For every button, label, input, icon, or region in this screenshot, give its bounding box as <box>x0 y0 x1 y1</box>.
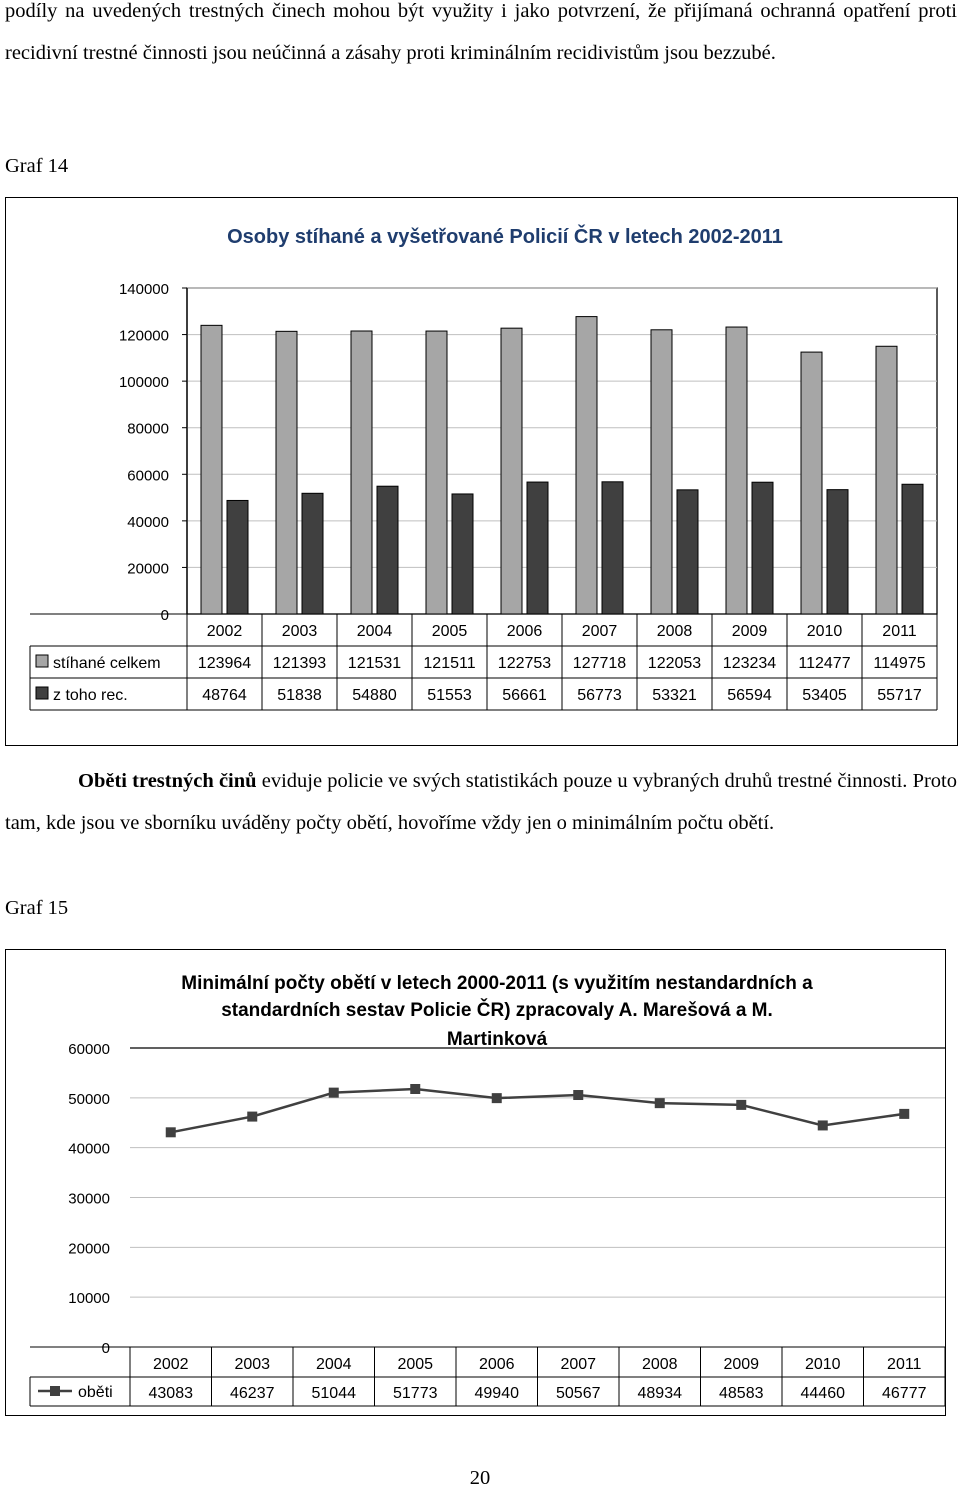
chart2-category-label: 2009 <box>723 1356 760 1373</box>
chart1-data-label: 51838 <box>277 687 322 704</box>
chart2-marker <box>247 1112 257 1122</box>
chart2-legend-marker <box>50 1386 60 1396</box>
chart1-ytick-label: 60000 <box>127 467 169 485</box>
intro-paragraph: podíly na uvedených trestných činech mohou být využity i jako potvrzení, že přijímaná ochranná opatření proti recidivní trestné činnosti jsou neúčinná a zásahy proti kriminálním recidivistům jsou bezzubé. <box>5 0 957 64</box>
chart1-bar-total <box>876 346 897 614</box>
chart2-ytick-label: 40000 <box>68 1140 110 1158</box>
chart1-bar-rec <box>302 493 323 614</box>
chart-persons-prosecuted-svg <box>6 198 957 745</box>
chart2-title-line: Minimální počty obětí v letech 2000-2011 (s využitím nestandardních a <box>181 973 813 994</box>
chart2-category-label: 2005 <box>397 1356 434 1373</box>
chart1-legend-label: stíhané celkem <box>53 655 161 672</box>
chart1-data-label: 123234 <box>722 655 777 672</box>
chart1-bar-total <box>801 352 822 614</box>
chart1-bar-total <box>276 331 297 614</box>
chart1-category-label: 2009 <box>731 623 768 640</box>
chart2-category-label: 2003 <box>234 1356 271 1373</box>
chart2-category-label: 2011 <box>887 1356 922 1373</box>
chart1-data-label: 56594 <box>727 687 772 704</box>
chart1-legend-label: z toho rec. <box>53 687 128 704</box>
chart1-legend-swatch <box>36 655 48 667</box>
chart1-data-label: 121511 <box>423 655 476 672</box>
chart1-ytick-label: 80000 <box>127 420 169 438</box>
chart-persons-prosecuted <box>5 197 958 746</box>
chart2-data-label: 48583 <box>719 1385 764 1402</box>
chart-victims-svg <box>6 950 945 1415</box>
chart2-category-label: 2004 <box>315 1356 352 1373</box>
chart1-data-label: 55717 <box>877 687 922 704</box>
chart1-bar-total <box>726 327 747 614</box>
chart2-marker <box>736 1100 746 1110</box>
chart2-category-label: 2002 <box>152 1356 189 1373</box>
chart2-title-line: Martinková <box>446 1029 548 1050</box>
chart2-marker <box>818 1120 828 1130</box>
chart1-bar-rec <box>377 486 398 614</box>
chart2-marker <box>329 1088 339 1098</box>
chart1-bar-total <box>501 328 522 614</box>
chart1-data-label: 114975 <box>873 655 926 672</box>
victims-text: eviduje policie ve svých statistikách pouze u vybraných druhů trestné činnosti. Proto tam, kde jsou ve sborníku uváděny počty obětí, hovoříme vždy jen o minimálním počtu obětí. <box>5 770 957 834</box>
chart1-legend-swatch <box>36 687 48 699</box>
chart1-data-label: 123964 <box>197 655 252 672</box>
chart1-data-label: 56661 <box>502 687 547 704</box>
chart1-ytick-label: 100000 <box>118 374 169 392</box>
chart2-marker <box>899 1109 909 1119</box>
chart2-marker <box>492 1093 502 1103</box>
chart1-category-label: 2005 <box>431 623 468 640</box>
victims-bold: Oběti trestných činů <box>78 770 257 792</box>
chart2-ytick-label: 50000 <box>68 1090 110 1108</box>
chart2-ytick-label: 0 <box>101 1340 110 1357</box>
chart1-ytick-label: 40000 <box>127 513 169 531</box>
chart2-data-label: 44460 <box>800 1385 845 1402</box>
chart1-data-label: 122053 <box>647 655 702 672</box>
chart2-marker <box>410 1084 420 1094</box>
chart2-category-label: 2007 <box>560 1356 597 1373</box>
chart1-category-label: 2002 <box>206 623 243 640</box>
chart2-data-label: 46777 <box>882 1385 927 1402</box>
chart1-category-label: 2011 <box>882 623 917 640</box>
chart1-data-label: 56773 <box>577 687 622 704</box>
chart1-bar-rec <box>752 482 773 614</box>
chart1-data-label: 54880 <box>352 687 397 704</box>
chart-victims <box>5 949 946 1416</box>
chart2-ytick-label: 30000 <box>68 1190 110 1208</box>
chart1-data-label: 112477 <box>798 655 851 672</box>
chart1-ytick-label: 20000 <box>127 560 169 578</box>
chart2-marker <box>573 1090 583 1100</box>
chart1-bar-rec <box>827 490 848 614</box>
chart1-bar-rec <box>677 490 698 614</box>
chart1-bar-total <box>426 331 447 614</box>
chart1-bar-rec <box>527 482 548 614</box>
graf-14-caption: Graf 14 <box>5 155 69 177</box>
chart1-ytick-label: 140000 <box>118 281 169 298</box>
chart1-bar-rec <box>602 482 623 614</box>
chart1-data-label: 122753 <box>497 655 552 672</box>
chart1-data-label: 121393 <box>272 655 327 672</box>
chart2-data-label: 46237 <box>230 1385 275 1402</box>
chart1-data-label: 121531 <box>347 655 402 672</box>
chart1-plot-area <box>187 288 937 614</box>
chart1-data-label: 127718 <box>572 655 627 672</box>
chart2-category-label: 2008 <box>641 1356 678 1373</box>
chart2-data-label: 51773 <box>393 1385 438 1402</box>
chart2-data-label: 50567 <box>556 1385 601 1402</box>
page-number: 20 <box>469 1467 491 1489</box>
chart2-ytick-label: 10000 <box>68 1290 110 1308</box>
chart1-bar-total <box>651 330 672 614</box>
chart2-marker <box>655 1098 665 1108</box>
chart2-ytick-label: 20000 <box>68 1240 110 1258</box>
chart2-data-label: 43083 <box>148 1385 193 1402</box>
chart1-bar-rec <box>452 494 473 614</box>
chart1-bar-rec <box>227 500 248 614</box>
chart1-category-label: 2007 <box>581 623 618 640</box>
chart1-bar-total <box>201 325 222 614</box>
chart2-ytick-label: 60000 <box>68 1041 110 1058</box>
chart1-category-label: 2008 <box>656 623 693 640</box>
chart2-data-label: 51044 <box>311 1385 356 1402</box>
chart1-category-label: 2010 <box>806 623 843 640</box>
graf-15-caption: Graf 15 <box>5 897 69 919</box>
victims-paragraph <box>5 760 957 844</box>
chart2-data-label: 48934 <box>637 1385 682 1402</box>
chart2-title-line: standardních sestav Policie ČR) zpracovaly A. Marešová a M. <box>221 1000 773 1021</box>
chart1-bar-total <box>576 317 597 614</box>
chart2-marker <box>166 1127 176 1137</box>
chart1-title: Osoby stíhané a vyšetřované Policií ČR v letech 2002-2011 <box>227 226 783 248</box>
chart2-category-label: 2010 <box>804 1356 841 1373</box>
chart1-data-label: 53321 <box>652 687 697 704</box>
chart2-category-label: 2006 <box>478 1356 515 1373</box>
chart2-series-line <box>171 1089 905 1132</box>
chart1-data-label: 51553 <box>427 687 472 704</box>
chart1-data-label: 53405 <box>802 687 847 704</box>
chart2-data-label: 49940 <box>474 1385 519 1402</box>
chart1-ytick-label: 0 <box>160 607 169 624</box>
chart2-legend-label: oběti <box>78 1384 113 1401</box>
chart1-category-label: 2006 <box>506 623 543 640</box>
chart1-data-label: 48764 <box>202 687 247 704</box>
chart1-category-label: 2003 <box>281 623 318 640</box>
chart1-bar-rec <box>902 484 923 614</box>
chart1-bar-total <box>351 331 372 614</box>
chart1-category-label: 2004 <box>356 623 393 640</box>
chart1-ytick-label: 120000 <box>118 327 169 345</box>
